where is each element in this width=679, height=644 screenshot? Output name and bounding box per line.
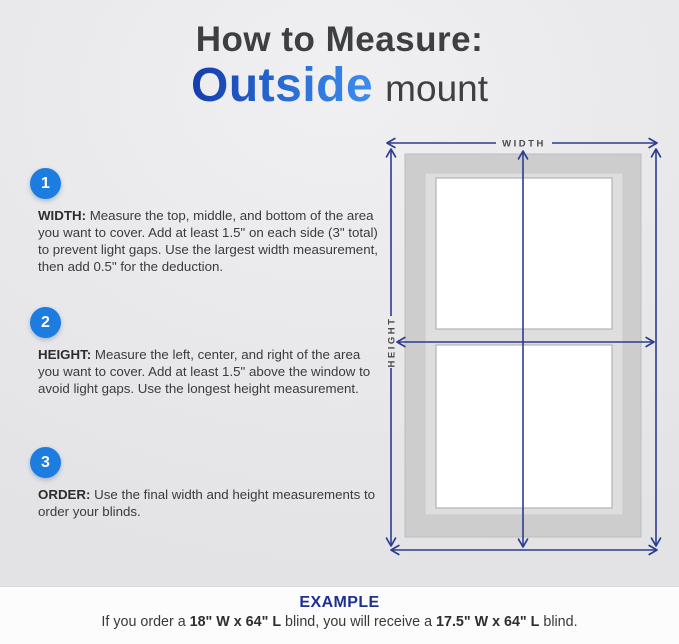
step-3-order	[28, 447, 380, 520]
example-section	[0, 586, 679, 644]
window-pane-upper	[436, 178, 612, 329]
step-3-label: ORDER:	[38, 487, 91, 502]
example-heading: EXAMPLE	[299, 594, 380, 611]
step-3-number-badge: 3	[30, 447, 61, 478]
title-mount-text: mount	[385, 67, 489, 109]
step-1-label: WIDTH:	[38, 208, 86, 223]
step-2-height	[28, 307, 380, 397]
window-measurement-diagram	[378, 128, 678, 573]
example-size-ordered: 18" W x 64" L	[189, 614, 282, 630]
title-line-1: How to Measure:	[195, 20, 484, 59]
step-2-text	[28, 346, 378, 397]
step-1-text	[28, 207, 378, 275]
example-suffix: blind.	[539, 614, 578, 630]
height-dimension-label: HEIGHT	[386, 316, 398, 368]
step-2-body: Measure the left, center, and right of the area you want to cover. Add at least 1.5" above the window to avoid light gaps. Use the longest height measurement.	[38, 347, 371, 396]
example-size-received: 17.5" W x 64" L	[436, 614, 540, 630]
step-1-number-badge: 1	[30, 168, 61, 199]
step-3-text	[28, 486, 378, 520]
step-2-label: HEIGHT:	[38, 347, 92, 362]
step-2-number-badge: 2	[30, 307, 61, 338]
example-middle: blind, you will receive a	[281, 614, 437, 630]
title-line-2	[0, 58, 679, 112]
step-1-width	[28, 168, 380, 275]
step-3-body: Use the final width and height measurements to order your blinds.	[38, 487, 376, 519]
example-prefix: If you order a	[101, 614, 190, 630]
title-accent-outside: Outside	[190, 58, 374, 112]
step-1-body: Measure the top, middle, and bottom of the area you want to cover. Add at least 1.5" on each side (3" total) to prevent light gaps. Use the largest width measurement, then add 0.5" for the deduction.	[38, 208, 378, 274]
page-title	[0, 22, 679, 111]
window-pane-lower	[436, 345, 612, 508]
example-sentence	[0, 614, 679, 630]
width-dimension-label: WIDTH	[502, 138, 546, 150]
